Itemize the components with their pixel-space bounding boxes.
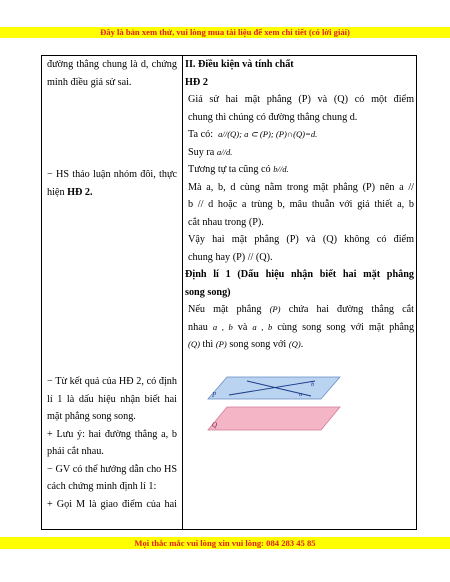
left-text-7: mặt phẳng song song. xyxy=(47,411,136,422)
left-text-8: + Lưu ý: hai đường thẳng a, b xyxy=(47,428,177,440)
label-p: P xyxy=(212,391,217,399)
left-text-1: đường thẳng chung là d, chứng xyxy=(47,59,177,70)
proof-line-2: b // d hoặc a trùng b, mâu thuẫn với giả thiết a, b xyxy=(188,199,414,210)
left-text-11: cách chứng minh định lí 1: xyxy=(47,481,157,492)
tuong-tu-line: Tương tự ta cũng có b//d. xyxy=(188,164,289,175)
left-text-5: − Từ kết quả của HĐ 2, có định xyxy=(47,376,177,387)
hd-title: HĐ 2 xyxy=(185,76,208,88)
label-q: Q xyxy=(212,421,218,429)
theorem-title-2: song song) xyxy=(185,286,231,298)
section-title: II. Điều kiện và tính chất xyxy=(185,59,294,70)
hd-line-2: chung thì chúng có đường thẳng chung d. xyxy=(188,111,358,123)
label-a: a xyxy=(299,391,303,398)
left-text-12: + Gọi M là giao điểm của hai xyxy=(47,498,177,510)
parallel-planes-figure xyxy=(207,375,343,433)
left-text-2: minh điều giả sử sai. xyxy=(47,76,132,88)
contact-banner: Mọi thắc mắc vui lòng xin vui lòng: 084 283 45 85 xyxy=(0,537,450,549)
conclusion-line-1: Vậy hai mặt phẳng (P) và (Q) không có điểm xyxy=(188,234,414,245)
hd-line-1: Giả sử hai mặt phẳng (P) và (Q) có một điểm xyxy=(188,94,414,105)
theorem-line-3: (Q) thì (P) song song với (Q). xyxy=(188,339,304,350)
left-text-6: lí 1 là dấu hiệu nhận biết hai xyxy=(47,393,177,405)
ta-co-line: Ta có: a//(Q); a ⊂ (P); (P)∩(Q)=d. xyxy=(188,129,318,140)
proof-line-3: cắt nhau trong (P). xyxy=(188,216,264,228)
left-text-4: hiện HĐ 2. xyxy=(47,186,93,198)
theorem-line-2: nhau a , b và a , b cùng song song với mặt phẳng xyxy=(188,321,415,333)
label-b: b xyxy=(311,381,315,388)
conclusion-line-2: chung hay (P) // (Q). xyxy=(188,251,273,263)
left-text-10: − GV có thể hướng dẫn cho HS xyxy=(47,463,177,475)
proof-line-1: Mà a, b, d cùng nằm trong mặt phẳng (P) nên a // xyxy=(188,181,414,193)
column-divider xyxy=(182,56,183,529)
theorem-title-1: Định lí 1 (Dấu hiệu nhận biết hai mặt phẳng xyxy=(185,269,414,280)
preview-banner: Đây là bản xem thử, vui lòng mua tài liệu để xem chi tiết (có lời giải) xyxy=(0,27,450,38)
suy-ra-line: Suy ra a//d. xyxy=(188,146,233,158)
plane-q xyxy=(208,407,340,430)
lesson-table xyxy=(41,55,417,530)
left-text-3: − HS thảo luận nhóm đôi, thực xyxy=(47,169,177,180)
left-text-9: phải cắt nhau. xyxy=(47,446,104,457)
theorem-line-1: Nếu mặt phẳng (P) chứa hai đường thẳng cắt xyxy=(188,304,415,315)
